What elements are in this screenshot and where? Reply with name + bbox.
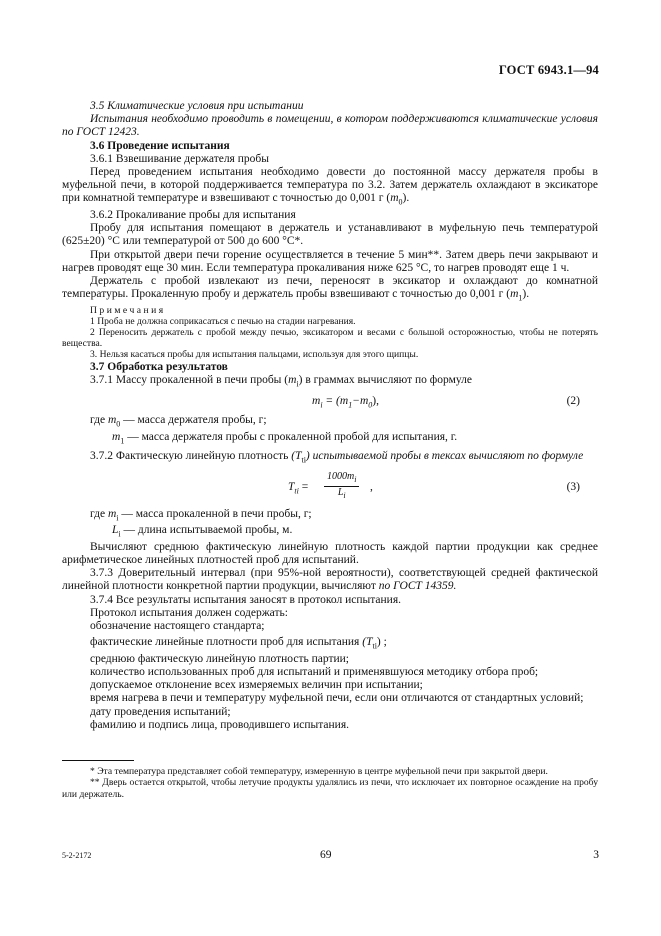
- section-3-7-3: 3.7.3 Доверительный интервал (при 95%-ной вероятности), соответствующей средней фактической линейной плотности конкретной партии продукции, вычисляют по ГОСТ 14359.: [62, 567, 598, 593]
- footnote-2: ** Дверь остается открытой, чтобы летучие продукты удалялись из печи, что исключает их повторное осаждение на пробу или держатель.: [62, 777, 598, 800]
- section-3-6-1-text: Перед проведением испытания необходимо довести до постоянной массу держателя пробы в муфельной печи, в которой поддерживается температура по 3.2. Затем держатель охлаждают в эксикаторе при комнатной температуре и взвешивают с точностью до 0,001 г $(m_0)$.: [62, 166, 598, 207]
- note-2: 2 Переносить держатель с пробой между печью, эксикатором и весами с большой осторожностью, чтобы не потерять вещества.: [62, 327, 598, 350]
- protocol-item-6: время нагрева в печи и температуру муфельной печи, если они отличаются от стандартных условий;: [90, 692, 584, 705]
- footnote-1: * Эта температура представляет собой температуру, измеренную в центре муфельной печи при закрытой двери.: [90, 766, 548, 777]
- footnote-divider: [62, 760, 134, 761]
- protocol-item-1: обозначение настоящего стандарта;: [90, 620, 265, 633]
- document-body: [62, 100, 598, 732]
- formula-2-number: (2): [566, 395, 580, 408]
- formula-2-expression: $m_i = (m_1-m_0)$,: [312, 395, 379, 410]
- formula-2: [62, 392, 598, 412]
- section-3-6-2-p2: При открытой двери печи горение осуществляется в течение 5 мин**. Затем дверь печи закрывают и нагрев проводят еще 30 мин. Если температура прокаливания ниже 625 °С, то нагрев проводят еще 1 ч.: [62, 248, 598, 274]
- standard-header: ГОСТ 6943.1—94: [498, 63, 599, 77]
- average-density-text: Вычисляют среднюю фактическую линейную плотность каждой партии продукции как среднее арифметическое линейных плотностей проб для испытаний.: [62, 540, 598, 567]
- section-3-6-title: 3.6 Проведение испытания: [90, 139, 230, 152]
- section-3-6-2-p3: Держатель с пробой извлекают из печи, переносят в эксикатор и охлаждают до комнатной температуры. Прокаленную пробу и держатель пробы взвешивают с точностью до 0,001 г $(m_1)$.: [62, 274, 598, 303]
- formula-3-denominator: $L_i$: [337, 486, 346, 500]
- where-mi: где $m_i$ — масса прокаленной в печи пробы, г;: [90, 507, 312, 523]
- protocol-item-5: допускаемое отклонение всех измеряемых величин при испытании;: [90, 679, 423, 692]
- formula-3: [62, 471, 598, 505]
- formula-3-fraction: [324, 471, 359, 502]
- protocol-item-7: дату проведения испытаний;: [90, 705, 231, 718]
- note-1: 1 Проба не должна соприкасаться с печью на стадии нагревания.: [90, 315, 356, 327]
- section-3-7-1: 3.7.1 Массу прокаленной в печи пробы $(m_i)$ в граммах вычисляют по формуле: [90, 373, 472, 389]
- where-m0: где $m_0$ — масса держателя пробы, г;: [90, 414, 267, 429]
- section-3-5-title: 3.5 Климатические условия при испытании: [90, 100, 304, 112]
- where-m1: $m_1$ — масса держателя пробы с прокаленной пробой для испытания, г.: [112, 430, 458, 446]
- section-3-7-4: 3.7.4 Все результаты испытания заносят в протокол испытания.: [90, 593, 401, 606]
- section-3-5-text: Испытания необходимо проводить в помещении, в котором поддерживаются климатические условия по ГОСТ 12423.: [62, 113, 598, 139]
- protocol-item-2: фактические линейные плотности проб для испытания $(T_{ti})$ ;: [90, 636, 387, 651]
- section-3-6-1-title: 3.6.1 Взвешивание держателя пробы: [90, 152, 269, 165]
- formula-3-lhs: $T_{ti}$ =: [288, 480, 309, 496]
- formula-3-number: (3): [566, 480, 580, 493]
- formula-3-numerator: $1000m_i$: [324, 471, 359, 487]
- protocol-item-3: среднюю фактическую линейную плотность партии;: [90, 652, 349, 665]
- notes-title: Примечания: [90, 304, 166, 316]
- where-li: $L_i$ — длина испытываемой пробы, м.: [112, 524, 293, 539]
- page-number-right: 3: [593, 849, 599, 861]
- page-number-center: 69: [320, 849, 332, 861]
- section-3-7-title: 3.7 Обработка результатов: [90, 360, 228, 373]
- print-code: 5-2-2172: [62, 851, 92, 860]
- section-3-7-2: 3.7.2 Фактическую линейную плотность $(T_{ti})$ испытываемой пробы в тексах вычисляют по формуле: [90, 450, 584, 465]
- protocol-intro: Протокол испытания должен содержать:: [90, 606, 288, 619]
- formula-3-comma: ,: [370, 480, 373, 493]
- footnotes: [62, 766, 598, 800]
- protocol-item-4: количество использованных проб для испытаний и применявшуюся методику отбора проб;: [90, 665, 539, 678]
- note-3: 3. Нельзя касаться пробы для испытания пальцами, используя для этого щипцы.: [90, 349, 419, 361]
- section-3-6-2-p1: Пробу для испытания помещают в держатель и устанавливают в муфельную печь температурой (625±20) °С или температурой от 500 до 600 °С*.: [62, 222, 598, 248]
- section-3-6-2-title: 3.6.2 Прокаливание пробы для испытания: [90, 208, 296, 221]
- protocol-item-8: фамилию и подпись лица, проводившего испытания.: [90, 718, 349, 731]
